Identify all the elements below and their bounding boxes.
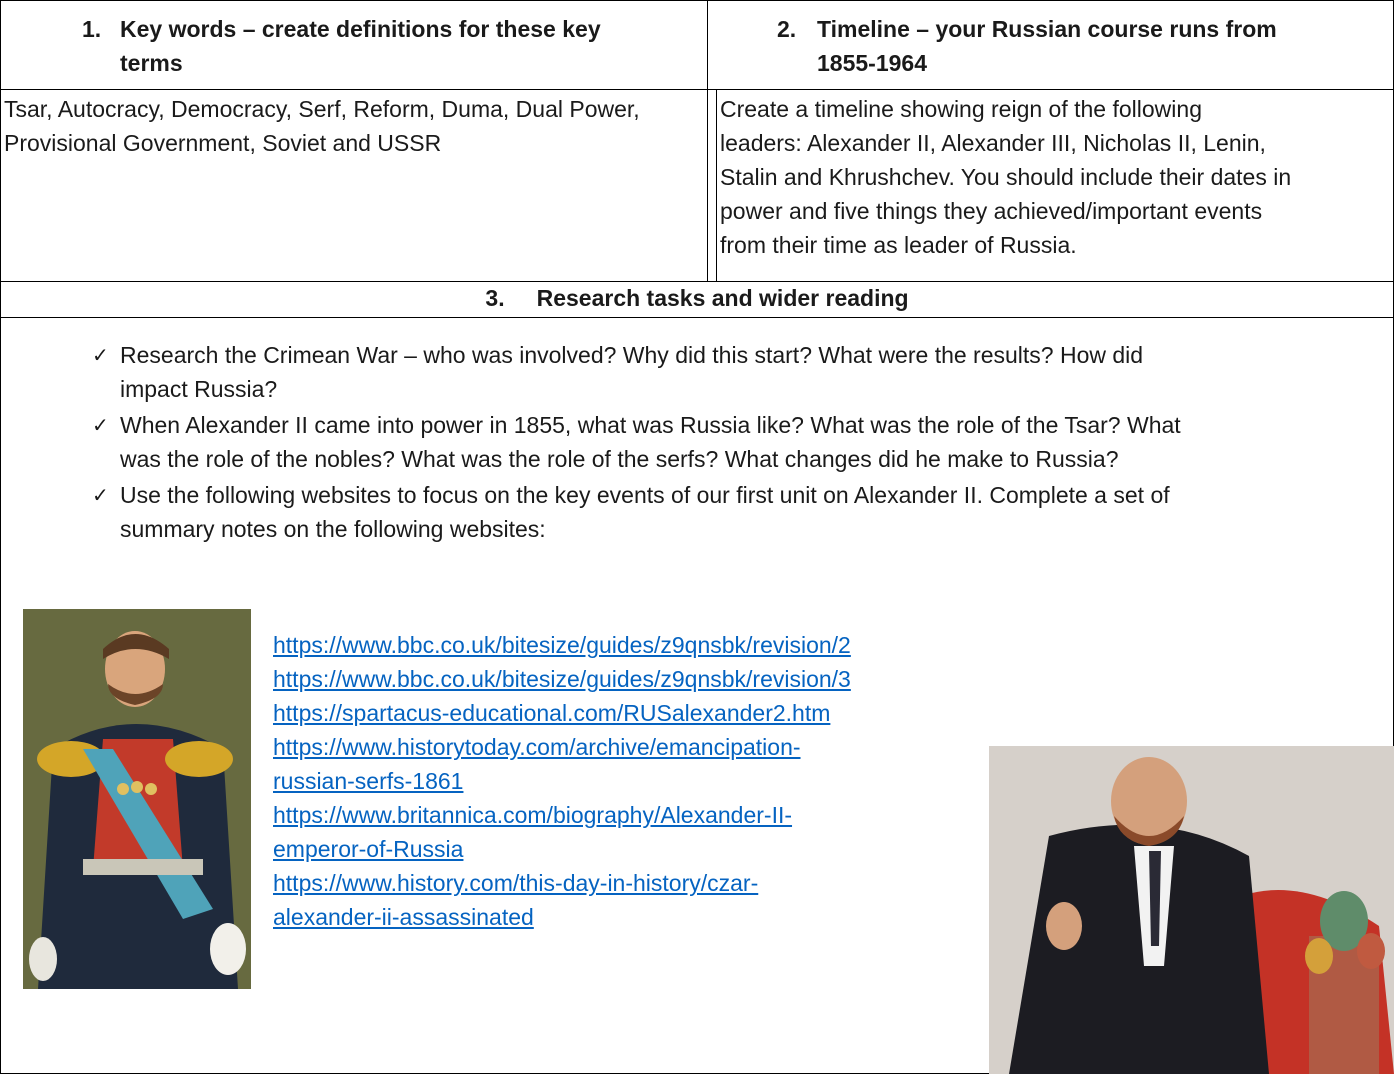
row-divider: [0, 89, 1394, 90]
timeline-line: leaders: Alexander II, Alexander III, Nicholas II, Lenin,: [720, 130, 1266, 156]
website-links: [273, 628, 851, 934]
timeline-instructions: [720, 92, 1390, 262]
section3-number: 3.: [485, 285, 505, 311]
section1-title-line1: Key words – create definitions for these key: [120, 16, 601, 42]
checkmark-icon: ✓: [92, 483, 109, 507]
alexander-ii-portrait-art: [23, 609, 251, 989]
timeline-line: Create a timeline showing reign of the following: [720, 96, 1202, 122]
row-divider: [0, 317, 1394, 318]
list-item: [92, 338, 1382, 406]
section3-heading: [0, 281, 1394, 317]
key-words-list: Tsar, Autocracy, Democracy, Serf, Reform, Duma, Dual Power, Provisional Government, Soviet and USSR: [4, 96, 640, 156]
task-text-line: was the role of the nobles? What was the role of the serfs? What changes did he make to Russia?: [120, 446, 1119, 472]
link-historytoday-line1[interactable]: https://www.historytoday.com/archive/emancipation-: [273, 734, 801, 760]
link-britannica-line1[interactable]: https://www.britannica.com/biography/Alexander-II-: [273, 802, 793, 828]
section2-title-line1: Timeline – your Russian course runs from: [817, 16, 1277, 42]
task-text-line: summary notes on the following websites:: [120, 516, 546, 542]
column-divider: [716, 89, 717, 281]
section1-heading: [82, 12, 702, 82]
task-text-line: Use the following websites to focus on the key events of our first unit on Alexander II. Complete a set of: [120, 482, 1170, 508]
section2-heading: [777, 12, 1387, 82]
research-task-list: [92, 338, 1382, 546]
link-history-com-line1[interactable]: https://www.history.com/this-day-in-history/czar-: [273, 870, 759, 896]
task-text-line: When Alexander II came into power in 1855, what was Russia like? What was the role of the Tsar? What: [120, 412, 1181, 438]
section2-title-line2: 1855-1964: [817, 50, 927, 76]
lenin-painting: [989, 746, 1394, 1074]
link-spartacus[interactable]: https://spartacus-educational.com/RUSalexander2.htm: [273, 700, 831, 726]
section3-title: Research tasks and wider reading: [536, 285, 909, 311]
column-divider: [707, 0, 708, 281]
section2-number: 2.: [777, 16, 797, 42]
checkmark-icon: ✓: [92, 343, 109, 367]
link-historytoday-line2[interactable]: russian-serfs-1861: [273, 768, 464, 794]
link-britannica-line2[interactable]: emperor-of-Russia: [273, 836, 464, 862]
section1-number: 1.: [82, 16, 102, 42]
task-text-line: Research the Crimean War – who was involved? Why did this start? What were the results? How did: [120, 342, 1144, 368]
task-text-line: impact Russia?: [120, 376, 278, 402]
link-bbc-revision-3[interactable]: https://www.bbc.co.uk/bitesize/guides/z9qnsbk/revision/3: [273, 666, 851, 692]
list-item: [92, 408, 1382, 476]
section1-title-line2: terms: [120, 50, 183, 76]
alexander-ii-portrait: [23, 609, 251, 989]
link-history-com-line2[interactable]: alexander-ii-assassinated: [273, 904, 534, 930]
list-item: [92, 478, 1382, 546]
timeline-line: from their time as leader of Russia.: [720, 232, 1077, 258]
checkmark-icon: ✓: [92, 413, 109, 437]
timeline-line: power and five things they achieved/important events: [720, 198, 1263, 224]
lenin-painting-art: [989, 746, 1394, 1074]
link-bbc-revision-2[interactable]: https://www.bbc.co.uk/bitesize/guides/z9qnsbk/revision/2: [273, 632, 851, 658]
timeline-line: Stalin and Khrushchev. You should include their dates in: [720, 164, 1292, 190]
